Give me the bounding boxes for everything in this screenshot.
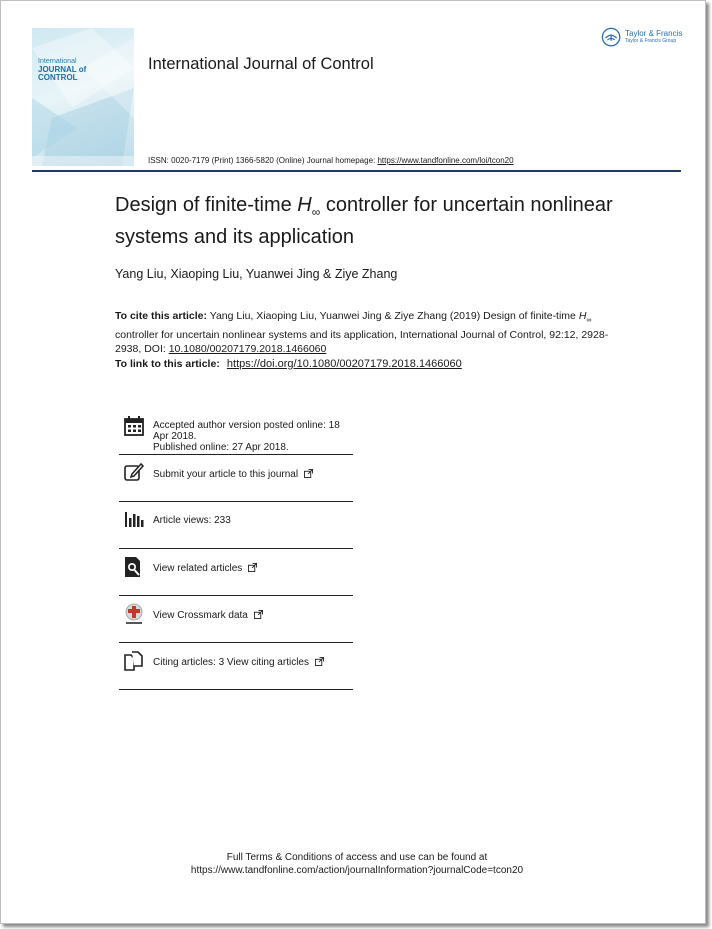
title-part: controller for uncertain nonlinear systems and its application bbox=[115, 194, 613, 248]
search-document-icon bbox=[123, 556, 145, 578]
calendar-icon bbox=[123, 415, 145, 437]
citing-articles-link[interactable] bbox=[153, 657, 324, 668]
header-divider bbox=[32, 170, 681, 172]
article-views-text: Article views: 233 bbox=[153, 515, 231, 526]
related-articles-label: View related articles bbox=[153, 563, 243, 574]
issn-text: ISSN: 0020-7179 (Print) 1366-5820 (Online) Journal homepage: bbox=[148, 156, 376, 165]
link-label: To link to this article: bbox=[115, 358, 220, 370]
publisher-label: Taylor & Francis bbox=[625, 29, 683, 38]
article-doi-url[interactable]: https://doi.org/10.1080/00207179.2018.1466060 bbox=[226, 358, 462, 370]
citing-articles-label: Citing articles: 3 View citing articles bbox=[153, 657, 309, 668]
metric-submit-article[interactable] bbox=[119, 454, 353, 502]
footer-url[interactable]: https://www.tandfonline.com/action/journalInformation?journalCode=tcon20 bbox=[190, 865, 524, 876]
view-related-link[interactable] bbox=[153, 563, 257, 574]
submit-article-link[interactable] bbox=[153, 469, 313, 480]
article-authors: Yang Liu, Xiaoping Liu, Yuanwei Jing & Ziye Zhang bbox=[115, 267, 398, 281]
external-link-icon bbox=[254, 610, 263, 619]
article-title bbox=[115, 193, 615, 250]
citation-symbol-subscript: ∞ bbox=[586, 317, 592, 325]
footer-line: Full Terms & Conditions of access and use can be found at bbox=[226, 852, 488, 863]
journal-cover-image bbox=[32, 28, 134, 166]
link-to-article-line bbox=[115, 358, 462, 370]
external-link-icon bbox=[248, 563, 257, 572]
published-date: Published online: 27 Apr 2018. bbox=[153, 442, 289, 453]
journal-title: International Journal of Control bbox=[148, 55, 374, 73]
cover-title-line: CONTROL bbox=[38, 73, 78, 82]
citation-text: controller for uncertain nonlinear systems and its application, International Journal of Control, 92:12, 2928-2938, DOI: bbox=[115, 329, 609, 356]
metric-crossmark[interactable] bbox=[119, 595, 353, 643]
submit-article-label: Submit your article to this journal bbox=[153, 469, 299, 480]
title-symbol-subscript: ∞ bbox=[311, 205, 321, 219]
crossmark-label: View Crossmark data bbox=[153, 610, 248, 621]
cover-art bbox=[32, 28, 134, 166]
taylor-francis-logo-icon bbox=[601, 27, 623, 49]
publisher-group-label: Taylor & Francis Group bbox=[625, 38, 677, 44]
citation-text: Yang Liu, Xiaoping Liu, Yuanwei Jing & Ziye Zhang (2019) Design of finite-time bbox=[209, 310, 579, 322]
title-part: Design of finite-time bbox=[115, 194, 298, 216]
cover-title bbox=[38, 58, 98, 82]
external-link-icon bbox=[315, 657, 324, 666]
copy-documents-icon bbox=[123, 650, 145, 672]
external-link-icon bbox=[304, 469, 313, 478]
cover-title-line: JOURNAL of bbox=[38, 65, 87, 74]
publication-dates-text bbox=[153, 420, 353, 453]
terms-footer bbox=[1, 851, 712, 877]
accepted-date: Accepted author version posted online: 18 Apr 2018. bbox=[153, 420, 340, 442]
citation-doi-link[interactable]: 10.1080/00207179.2018.1466060 bbox=[168, 343, 327, 356]
metric-related-articles[interactable] bbox=[119, 548, 353, 596]
crossmark-icon bbox=[123, 603, 145, 625]
issn-line bbox=[148, 156, 514, 165]
citation-symbol: H bbox=[578, 310, 587, 322]
crossmark-link[interactable] bbox=[153, 610, 263, 621]
citation-block bbox=[115, 309, 615, 356]
metric-citing-articles[interactable] bbox=[119, 642, 353, 690]
publisher-name bbox=[625, 30, 682, 45]
metric-article-views bbox=[119, 501, 353, 549]
journal-homepage-link[interactable]: https://www.tandfonline.com/loi/tcon20 bbox=[377, 156, 514, 165]
title-symbol: H bbox=[297, 194, 312, 216]
metric-publication-dates bbox=[119, 411, 353, 455]
edit-pencil-icon bbox=[123, 461, 145, 483]
bar-chart-icon bbox=[123, 508, 145, 530]
citation-label: To cite this article: bbox=[115, 310, 207, 322]
cover-title-line: International bbox=[38, 58, 77, 65]
